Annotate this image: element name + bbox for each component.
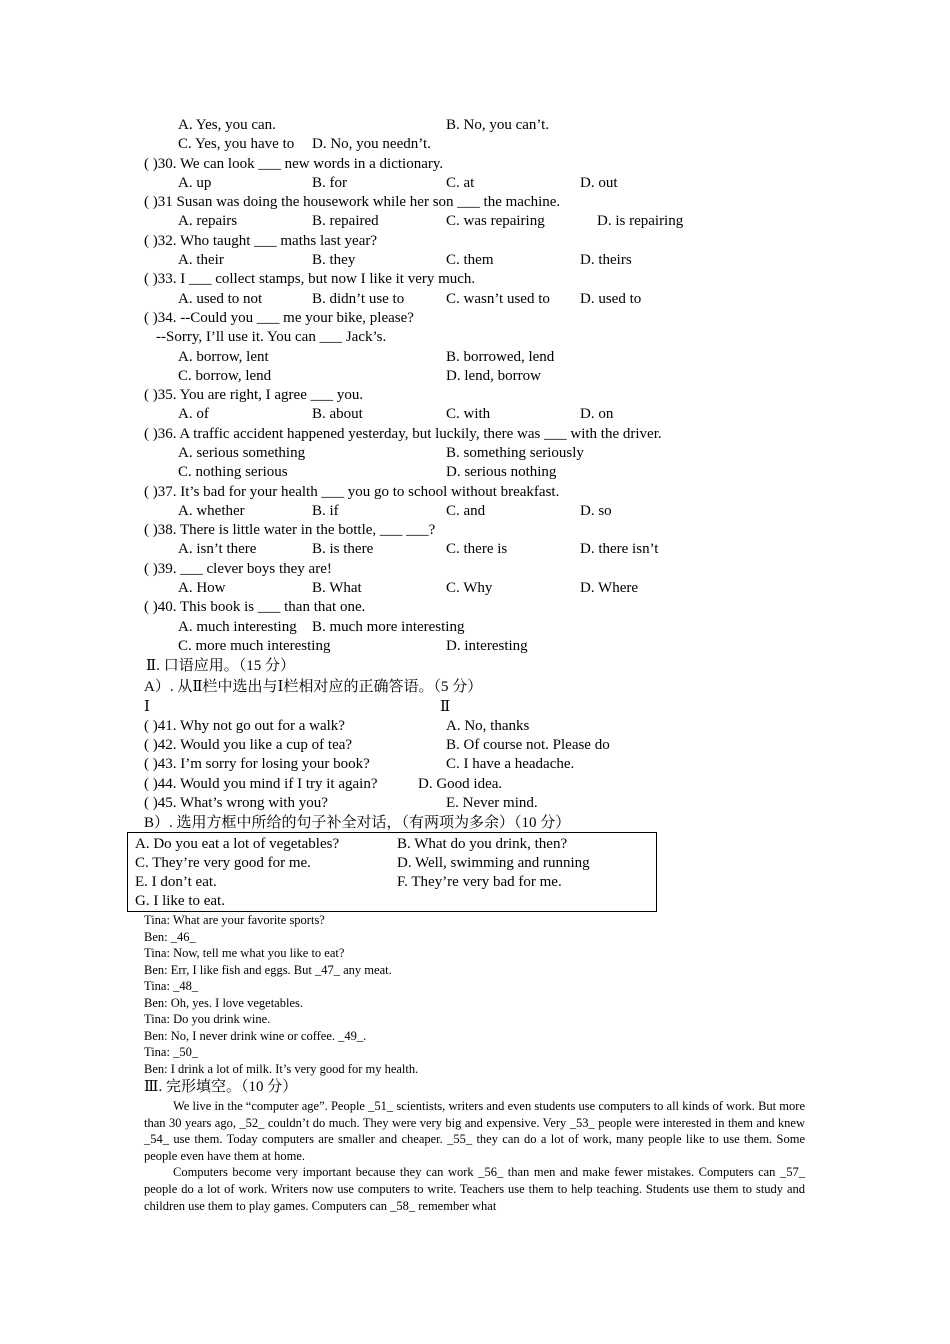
dialog-line: Tina: _50_ bbox=[144, 1045, 199, 1059]
option-d: D. on bbox=[580, 406, 614, 422]
option-c: C. was repairing bbox=[446, 213, 545, 229]
option-c: C. Why bbox=[446, 580, 493, 596]
dialog-line: Tina: What are your favorite sports? bbox=[144, 913, 325, 927]
option-d: D. Where bbox=[580, 580, 639, 596]
question-stem: ( )33. I ___ collect stamps, but now I like it very much. bbox=[144, 271, 476, 287]
match-question: ( )45. What’s wrong with you? bbox=[144, 795, 328, 811]
option-b: B. much more interesting bbox=[312, 619, 465, 635]
q29-option-a: A. Yes, you can. bbox=[178, 117, 276, 133]
part-a-instruction: A）. 从Ⅱ栏中选出与Ⅰ栏相对应的正确答语。（5 分） bbox=[144, 679, 483, 695]
q29-option-d: D. No, you needn’t. bbox=[312, 136, 431, 152]
match-answer: C. I have a headache. bbox=[446, 756, 575, 772]
option-d: D. there isn’t bbox=[580, 541, 659, 557]
option-b: B. they bbox=[312, 252, 356, 268]
question-stem: ( )31 Susan was doing the housework while her son ___ the machine. bbox=[144, 194, 561, 210]
column-1-header: Ⅰ bbox=[144, 699, 150, 715]
box-option: D. Well, swimming and running bbox=[397, 855, 590, 871]
section-title: Ⅲ. 完形填空。（10 分） bbox=[144, 1079, 298, 1095]
match-answer: A. No, thanks bbox=[446, 718, 530, 734]
question-stem: ( )36. A traffic accident happened yesterday, but luckily, there was ___ with the driver. bbox=[144, 426, 662, 442]
dialog-line: Ben: Err, I like fish and eggs. But _47_ any meat. bbox=[144, 963, 392, 977]
q29-option-b: B. No, you can’t. bbox=[446, 117, 550, 133]
option-b: B. didn’t use to bbox=[312, 291, 405, 307]
option-b: B. What bbox=[312, 580, 362, 596]
option-d: D. used to bbox=[580, 291, 642, 307]
option-a: A. up bbox=[178, 175, 212, 191]
question-stem: ( )35. You are right, I agree ___ you. bbox=[144, 387, 364, 403]
dialog-line: Tina: Now, tell me what you like to eat? bbox=[144, 946, 345, 960]
option-b: B. if bbox=[312, 503, 339, 519]
option-d: D. so bbox=[580, 503, 612, 519]
question-stem-line2: --Sorry, I’ll use it. You can ___ Jack’s. bbox=[156, 329, 387, 345]
option-d: D. out bbox=[580, 175, 618, 191]
option-a: A. borrow, lent bbox=[178, 349, 269, 365]
option-a: A. whether bbox=[178, 503, 245, 519]
option-d: D. interesting bbox=[446, 638, 528, 654]
dialog-line: Ben: No, I never drink wine or coffee. _49_. bbox=[144, 1029, 367, 1043]
option-c: C. at bbox=[446, 175, 475, 191]
dialog-line: Ben: I drink a lot of milk. It’s very good for my health. bbox=[144, 1062, 419, 1076]
match-question: ( )42. Would you like a cup of tea? bbox=[144, 737, 353, 753]
q29-option-c: C. Yes, you have to bbox=[178, 136, 295, 152]
option-a: A. much interesting bbox=[178, 619, 297, 635]
option-c: C. with bbox=[446, 406, 491, 422]
match-question: ( )41. Why not go out for a walk? bbox=[144, 718, 345, 734]
option-c: C. wasn’t used to bbox=[446, 291, 550, 307]
option-c: C. them bbox=[446, 252, 494, 268]
option-a: A. serious something bbox=[178, 445, 306, 461]
question-stem: ( )39. ___ clever boys they are! bbox=[144, 561, 332, 577]
cloze-passage bbox=[144, 1098, 805, 1214]
option-b: B. about bbox=[312, 406, 363, 422]
option-a: A. their bbox=[178, 252, 224, 268]
option-a: A. of bbox=[178, 406, 209, 422]
option-c: C. borrow, lend bbox=[178, 368, 272, 384]
option-d: D. theirs bbox=[580, 252, 632, 268]
match-question: ( )43. I’m sorry for losing your book? bbox=[144, 756, 370, 772]
option-b: B. for bbox=[312, 175, 347, 191]
question-stem: ( )38. There is little water in the bottle, ___ ___? bbox=[144, 522, 436, 538]
option-a: A. repairs bbox=[178, 213, 238, 229]
cloze-paragraph-1: We live in the “computer age”. People _51_ scientists, writers and even students use computers to all kinds of work. But more than 30 years ago, _52_ couldn’t do much. They were very big and expensive. Very _53_ people were interested in them and knew _54_ use them. Today computers are smaller and cheaper. _55_ they can do a lot of work, many people like to use them. Some people even have them at home. bbox=[144, 1099, 805, 1163]
dialog-line: Tina: _48_ bbox=[144, 979, 199, 993]
option-d: D. lend, borrow bbox=[446, 368, 541, 384]
box-option: E. I don’t eat. bbox=[135, 874, 217, 890]
option-c: C. nothing serious bbox=[178, 464, 288, 480]
box-option: G. I like to eat. bbox=[135, 893, 225, 909]
cloze-paragraph-2: Computers become very important because they can work _56_ than men and make fewer mistakes. Computers can _57_ people do a lot of work. Writers now use computers to write. Teachers use them to help teaching. Students use them to study and children use them to play games. Computers can _58_ remember what bbox=[144, 1165, 805, 1213]
dialog-line: Tina: Do you drink wine. bbox=[144, 1012, 271, 1026]
option-c: C. more much interesting bbox=[178, 638, 331, 654]
option-a: A. How bbox=[178, 580, 226, 596]
dialog-line: Ben: Oh, yes. I love vegetables. bbox=[144, 996, 303, 1010]
option-b: B. something seriously bbox=[446, 445, 584, 461]
option-c: C. and bbox=[446, 503, 486, 519]
option-d: D. is repairing bbox=[597, 213, 684, 229]
option-b: B. repaired bbox=[312, 213, 379, 229]
box-option: C. They’re very good for me. bbox=[135, 855, 311, 871]
match-question: ( )44. Would you mind if I try it again? bbox=[144, 776, 378, 792]
option-c: C. there is bbox=[446, 541, 508, 557]
box-option: F. They’re very bad for me. bbox=[397, 874, 562, 890]
option-b: B. is there bbox=[312, 541, 374, 557]
part-b-instruction: B）. 选用方框中所给的句子补全对话，（有两项为多余）（10 分） bbox=[144, 815, 571, 831]
question-stem: ( )34. --Could you ___ me your bike, please? bbox=[144, 310, 414, 326]
question-stem: ( )30. We can look ___ new words in a dictionary. bbox=[144, 156, 444, 172]
dialog-line: Ben: _46_ bbox=[144, 930, 196, 944]
question-stem: ( )37. It’s bad for your health ___ you go to school without breakfast. bbox=[144, 484, 560, 500]
section-title: Ⅱ. 口语应用。（15 分） bbox=[146, 658, 295, 674]
box-option: B. What do you drink, then? bbox=[397, 836, 568, 852]
match-answer: D. Good idea. bbox=[418, 776, 503, 792]
column-2-header: Ⅱ bbox=[440, 699, 451, 715]
box-option: A. Do you eat a lot of vegetables? bbox=[135, 836, 340, 852]
option-a: A. isn’t there bbox=[178, 541, 257, 557]
match-answer: B. Of course not. Please do bbox=[446, 737, 610, 753]
question-stem: ( )32. Who taught ___ maths last year? bbox=[144, 233, 377, 249]
option-a: A. used to not bbox=[178, 291, 263, 307]
question-stem: ( )40. This book is ___ than that one. bbox=[144, 599, 366, 615]
match-answer: E. Never mind. bbox=[446, 795, 538, 811]
option-d: D. serious nothing bbox=[446, 464, 557, 480]
option-b: B. borrowed, lend bbox=[446, 349, 555, 365]
